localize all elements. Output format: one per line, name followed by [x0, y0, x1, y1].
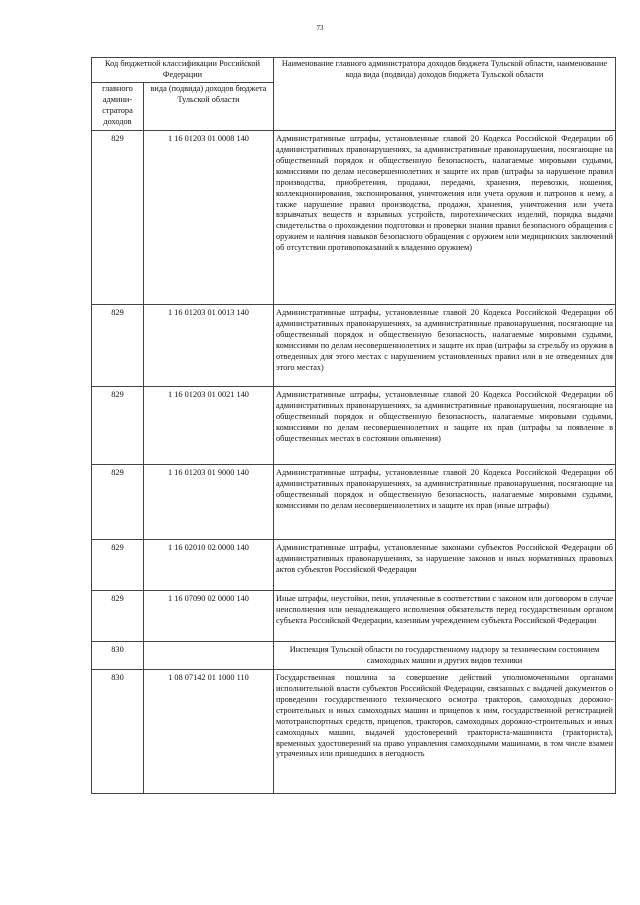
admin-code-cell: 830: [92, 641, 144, 669]
header-type-col: вида (подвида) доходов бюджета Тульской области: [144, 82, 274, 130]
header-row-top: [92, 58, 616, 83]
administrator-name-cell: Инспекция Тульской области по государственному надзору за техническим состоянием самоходных машин и других видов техники: [274, 641, 616, 669]
income-code-cell: 1 16 01203 01 0021 140: [144, 386, 274, 464]
income-description-cell: Государственная пошлина за совершение действий уполномоченными органами исполнительной власти субъектов Российской Федерации, связанных с выдачей документов о проведении государственного технического осмотра тракторов, самоходных дорожно-строительных и иных самоходных машин и прицепов к ним, государственной регистрацией мототранспортных средств, прицепов, тракторов, самоходных дорожно-строительных и иных самоходных машин, выдачей удостоверений тракториста-машиниста (тракториста), временных удостоверений на право управления самоходными машинами, в том числе взамен утраченных или пришедших в негодность: [274, 669, 616, 793]
page-number: 73: [316, 24, 324, 32]
income-code-cell: 1 16 02010 02 0000 140: [144, 539, 274, 590]
table-row: [92, 464, 616, 539]
admin-code-cell: 830: [92, 669, 144, 793]
admin-code-cell: 829: [92, 539, 144, 590]
admin-code-cell: 829: [92, 590, 144, 641]
income-code-cell: [144, 641, 274, 669]
income-code-cell: 1 16 01203 01 0013 140: [144, 304, 274, 386]
income-description-cell: Административные штрафы, установленные главой 20 Кодекса Российской Федерации об административных правонарушениях, за административные правонарушения, посягающие на общественный порядок и общественную безопасность, налагаемые мировыми судьями, комиссиями по делам несовершеннолетних и защите их прав (штрафы за нарушение правил производства, приобретения, продажи, передачи, хранения, перевозки, ношения, коллекционирования, экспонирования, уничтожения или учета оружия и патронов к нему, а также нарушение правил производства, продажи, хранения, уничтожения или учета взрывчатых веществ и взрывных устройств, пиротехнических изделий, порядка выдачи свидетельства о прохождении подготовки и проверки знания правил безопасного обращения с оружием и наличия навыков безопасного обращения с оружием или медицинских заключений об отсутствии противопоказаний к владению оружием): [274, 130, 616, 304]
admin-code-cell: 829: [92, 386, 144, 464]
income-description-cell: Административные штрафы, установленные главой 20 Кодекса Российской Федерации об административных правонарушениях, за административные правонарушения, посягающие на общественный порядок и общественную безопасность, налагаемые мировыми судьями, комиссиями по делам несовершеннолетних и защите их прав (штрафы за появление в общественных местах в состоянии опьянения): [274, 386, 616, 464]
budget-classification-table: [91, 57, 616, 794]
admin-code-cell: 829: [92, 130, 144, 304]
income-code-cell: 1 08 07142 01 1000 110: [144, 669, 274, 793]
income-description-cell: Административные штрафы, установленные законами субъектов Российской Федерации об административных правонарушениях, за нарушение законов и иных нормативных правовых актов субъектов Российской Федерации: [274, 539, 616, 590]
header-admin-col: главного админи-стратора доходов: [92, 82, 144, 130]
income-code-cell: 1 16 07090 02 0000 140: [144, 590, 274, 641]
table-row-section: [92, 641, 616, 669]
admin-code-cell: 829: [92, 464, 144, 539]
table-row: [92, 386, 616, 464]
table-row: [92, 130, 616, 304]
table-row: [92, 304, 616, 386]
income-description-cell: Административные штрафы, установленные главой 20 Кодекса Российской Федерации об административных правонарушениях, за административные правонарушения, посягающие на общественный порядок и общественную безопасность, налагаемые мировыми судьями, комиссиями по делам несовершеннолетних и защите их прав (иные штрафы): [274, 464, 616, 539]
header-name-group: Наименование главного администратора доходов бюджета Тульской области, наименование кода вида (подвида) доходов бюджета Тульской области: [274, 58, 616, 131]
table-row: [92, 590, 616, 641]
header-code-group: Код бюджетной классификации Российской Федерации: [92, 58, 274, 83]
table-row: [92, 669, 616, 793]
income-code-cell: 1 16 01203 01 9000 140: [144, 464, 274, 539]
admin-code-cell: 829: [92, 304, 144, 386]
income-code-cell: 1 16 01203 01 0008 140: [144, 130, 274, 304]
table-row: [92, 539, 616, 590]
income-description-cell: Административные штрафы, установленные главой 20 Кодекса Российской Федерации об административных правонарушениях, за административные правонарушения, посягающие на общественный порядок и общественную безопасность, налагаемые мировыми судьями, комиссиями по делам несовершеннолетних и защите их прав (штрафы за стрельбу из оружия в отведенных для этого местах с нарушением установленных правил или в не отведенных для этого местах): [274, 304, 616, 386]
income-description-cell: Иные штрафы, неустойки, пени, уплаченные в соответствии с законом или договором в случае неисполнения или ненадлежащего исполнения обязательств перед государственным органом субъекта Российской Федерации, казенным учреждением субъекта Российской Федерации: [274, 590, 616, 641]
